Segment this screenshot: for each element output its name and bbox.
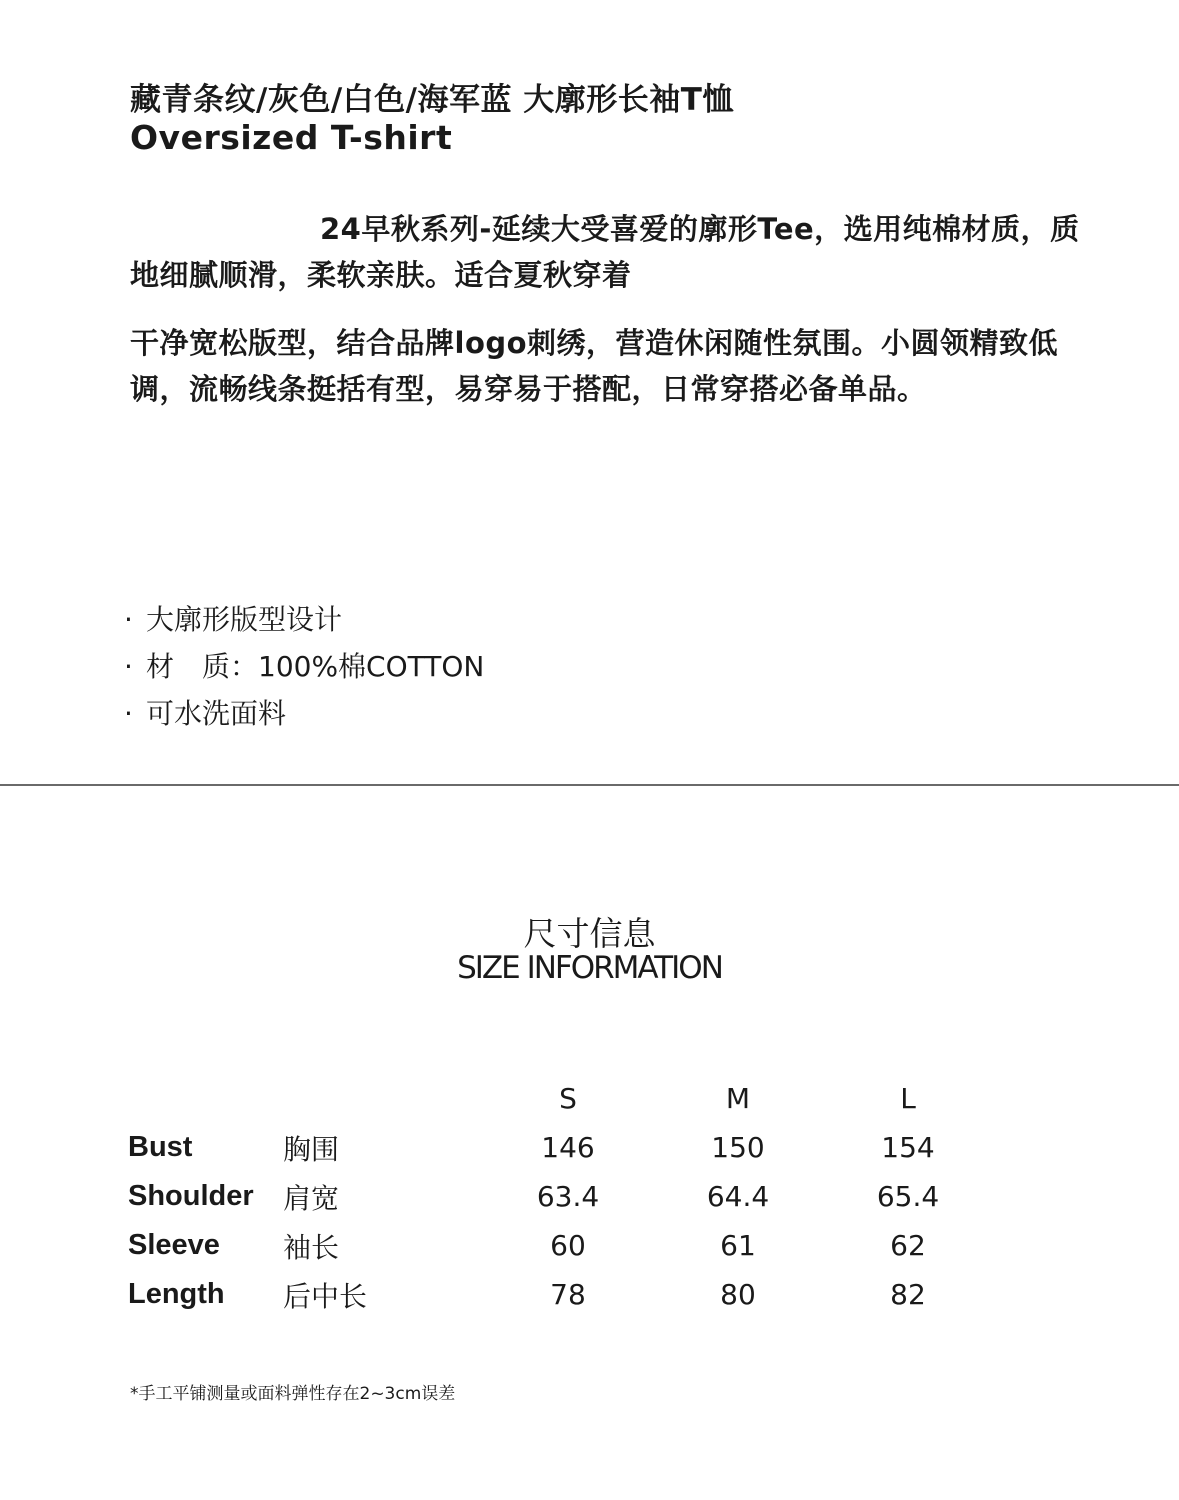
- bullet-icon: ·: [124, 650, 133, 683]
- feature-text: 材 质：100%棉COTTON: [146, 650, 485, 683]
- size-col-m: M: [725, 1082, 751, 1115]
- size-table: [128, 1074, 993, 1319]
- measure-value: 63.4: [536, 1180, 600, 1213]
- measure-value: 146: [541, 1131, 595, 1164]
- bullet-icon: ·: [124, 603, 133, 636]
- measure-value: 82: [890, 1278, 926, 1311]
- feature-item: [124, 643, 484, 690]
- table-row: [128, 1123, 993, 1172]
- measure-label-cn: 胸围: [283, 1132, 340, 1166]
- measurement-note: *手工平铺测量或面料弹性存在2~3cm误差: [130, 1384, 456, 1404]
- feature-text: 可水洗面料: [146, 697, 287, 730]
- feature-text: 大廓形版型设计: [146, 603, 343, 636]
- size-col-l: L: [900, 1082, 916, 1115]
- product-title-en: Oversized T-shirt: [130, 118, 453, 157]
- measure-label-en: Length: [128, 1278, 225, 1310]
- product-description-intro: 24早秋系列-延续大受喜爱的廓形Tee，选用纯棉材质，质地细腻顺滑，柔软亲肤。适合夏秋穿着: [130, 212, 1080, 292]
- feature-item: [124, 596, 484, 643]
- size-col-s: S: [559, 1082, 577, 1115]
- measure-label-cn: 后中长: [283, 1279, 368, 1313]
- measure-value: 80: [720, 1278, 756, 1311]
- measure-label-en: Shoulder: [128, 1180, 254, 1212]
- measure-label-cn: 袖长: [283, 1230, 340, 1264]
- table-row: [128, 1221, 993, 1270]
- measure-value: 65.4: [876, 1180, 940, 1213]
- size-title-cn: 尺寸信息: [523, 914, 656, 953]
- section-divider: [0, 784, 1179, 786]
- bullet-icon: ·: [124, 697, 133, 730]
- measure-label-en: Bust: [128, 1131, 193, 1163]
- measure-value: 154: [881, 1131, 935, 1164]
- product-description-detail: 干净宽松版型，结合品牌logo刺绣，营造休闲随性氛围。小圆领精致低调，流畅线条挺括有型，易穿易于搭配，日常穿搭必备单品。: [130, 326, 1059, 406]
- measure-value: 62: [890, 1229, 926, 1262]
- size-title-en: SIZE INFORMATION: [457, 950, 722, 986]
- table-row: [128, 1270, 993, 1319]
- measure-value: 78: [550, 1278, 586, 1311]
- table-row: [128, 1172, 993, 1221]
- product-title-cn: 藏青条纹/灰色/白色/海军蓝 大廓形长袖T恤: [130, 82, 734, 118]
- measure-value: 150: [711, 1131, 765, 1164]
- measure-value: 60: [550, 1229, 586, 1262]
- measure-label-en: Sleeve: [128, 1229, 220, 1261]
- feature-item: [124, 690, 484, 737]
- measure-value: 61: [720, 1229, 756, 1262]
- size-header-row: [128, 1074, 993, 1123]
- feature-list: [124, 596, 484, 737]
- measure-label-cn: 肩宽: [283, 1181, 340, 1215]
- measure-value: 64.4: [706, 1180, 770, 1213]
